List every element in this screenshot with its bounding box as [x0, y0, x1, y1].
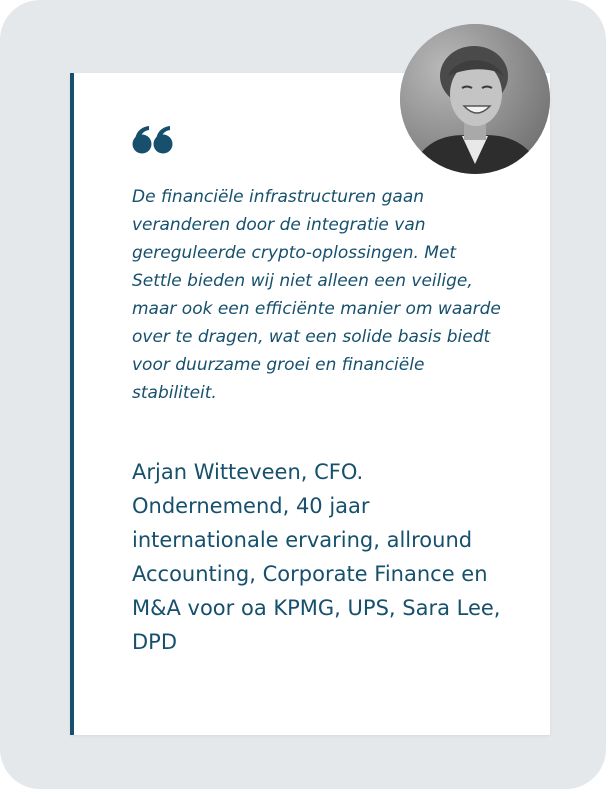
testimonial-author: Arjan Witteveen, CFO. Ondernemend, 40 jaar internationale ervaring, allround Accounting, Corporate Finance en M&A voor oa KPMG, UPS, Sara Lee, DPD	[132, 460, 501, 654]
quote-icon	[132, 125, 174, 155]
testimonial-quote: De financiële infrastructuren gaan veranderen door de integratie van gereguleerde crypto-oplossingen. Met Settle bieden wij niet alleen een veilige, maar ook een efficiënte manier om waarde over te dragen, wat een solide basis biedt voor duurzame groei en financiële stabiliteit.	[132, 187, 501, 403]
avatar	[400, 24, 550, 174]
portrait-photo	[400, 24, 550, 174]
